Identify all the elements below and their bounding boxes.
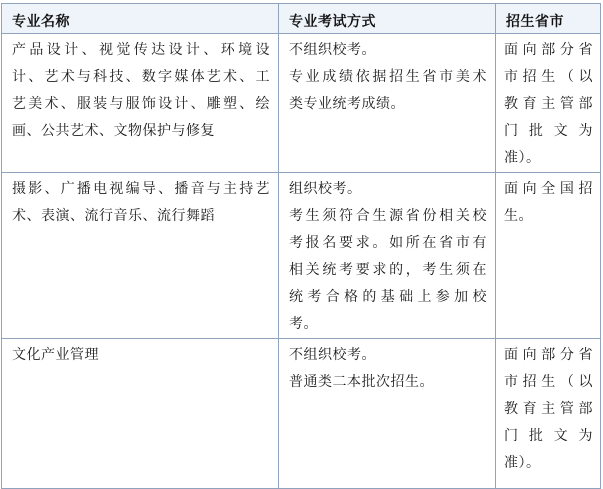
province-text-line: 面向部分省 [504, 42, 593, 58]
exam-method-cell [279, 173, 496, 339]
exam-text-line: 相关统考要求的，考生须在 [289, 262, 487, 278]
major-text-line: 摄影、广播电视编导、播音与主持艺 [12, 181, 270, 197]
exam-method-cell [279, 34, 496, 173]
exam-text-line: 类专业统考成绩。 [289, 96, 405, 112]
exam-text-line: 组织校考。 [289, 181, 362, 197]
exam-text-line: 普通类二本批次招生。 [289, 374, 434, 390]
province-text-line: 面向全国招 [504, 181, 593, 197]
header-exam-method: 专业考试方式 [279, 4, 496, 34]
major-text-line: 产品设计、视觉传达设计、环境设 [12, 42, 270, 58]
exam-method-cell [279, 339, 496, 489]
admissions-table-container [1, 3, 600, 473]
exam-text-line: 考。 [289, 316, 318, 332]
province-text-line: 准）。 [504, 150, 541, 166]
province-text-line: 面向部分省 [504, 347, 593, 363]
major-text-line: 文化产业管理 [12, 347, 99, 363]
exam-text-line: 考生须符合生源省份相关校 [289, 208, 487, 224]
header-major-name: 专业名称 [2, 4, 279, 34]
major-name-cell [2, 34, 279, 173]
province-text-line: 市招生（以 [504, 69, 593, 85]
major-name-cell [2, 339, 279, 489]
enroll-provinces-cell [496, 34, 601, 173]
enroll-provinces-cell [496, 339, 601, 489]
major-text-line: 画、公共艺术、文物保护与修复 [12, 123, 215, 139]
header-enroll-provinces: 招生省市 [496, 4, 601, 34]
table-row [2, 339, 601, 489]
major-text-line: 艺美术、服装与服饰设计、雕塑、绘 [12, 96, 270, 112]
province-text-line: 准）。 [504, 455, 541, 471]
exam-text-line: 不组织校考。 [289, 347, 376, 363]
major-name-cell [2, 173, 279, 339]
table-row [2, 173, 601, 339]
province-text-line: 教育主管部 [504, 96, 593, 112]
table-header-row [2, 4, 601, 34]
admissions-table [1, 3, 601, 489]
province-text-line: 市招生（以 [504, 374, 593, 390]
province-text-line: 生。 [504, 208, 533, 224]
exam-text-line: 不组织校考。 [289, 42, 376, 58]
province-text-line: 门 批 文 为 [504, 428, 593, 444]
major-text-line: 计、艺术与科技、数字媒体艺术、工 [12, 69, 270, 85]
major-text-line: 术、表演、流行音乐、流行舞蹈 [12, 208, 215, 224]
table-row [2, 34, 601, 173]
exam-text-line: 统考合格的基础上参加校 [289, 289, 487, 305]
province-text-line: 教育主管部 [504, 401, 593, 417]
exam-text-line: 考报名要求。如所在省市有 [289, 235, 487, 251]
enroll-provinces-cell [496, 173, 601, 339]
exam-text-line: 专业成绩依据招生省市美术 [289, 69, 487, 85]
province-text-line: 门 批 文 为 [504, 123, 593, 139]
